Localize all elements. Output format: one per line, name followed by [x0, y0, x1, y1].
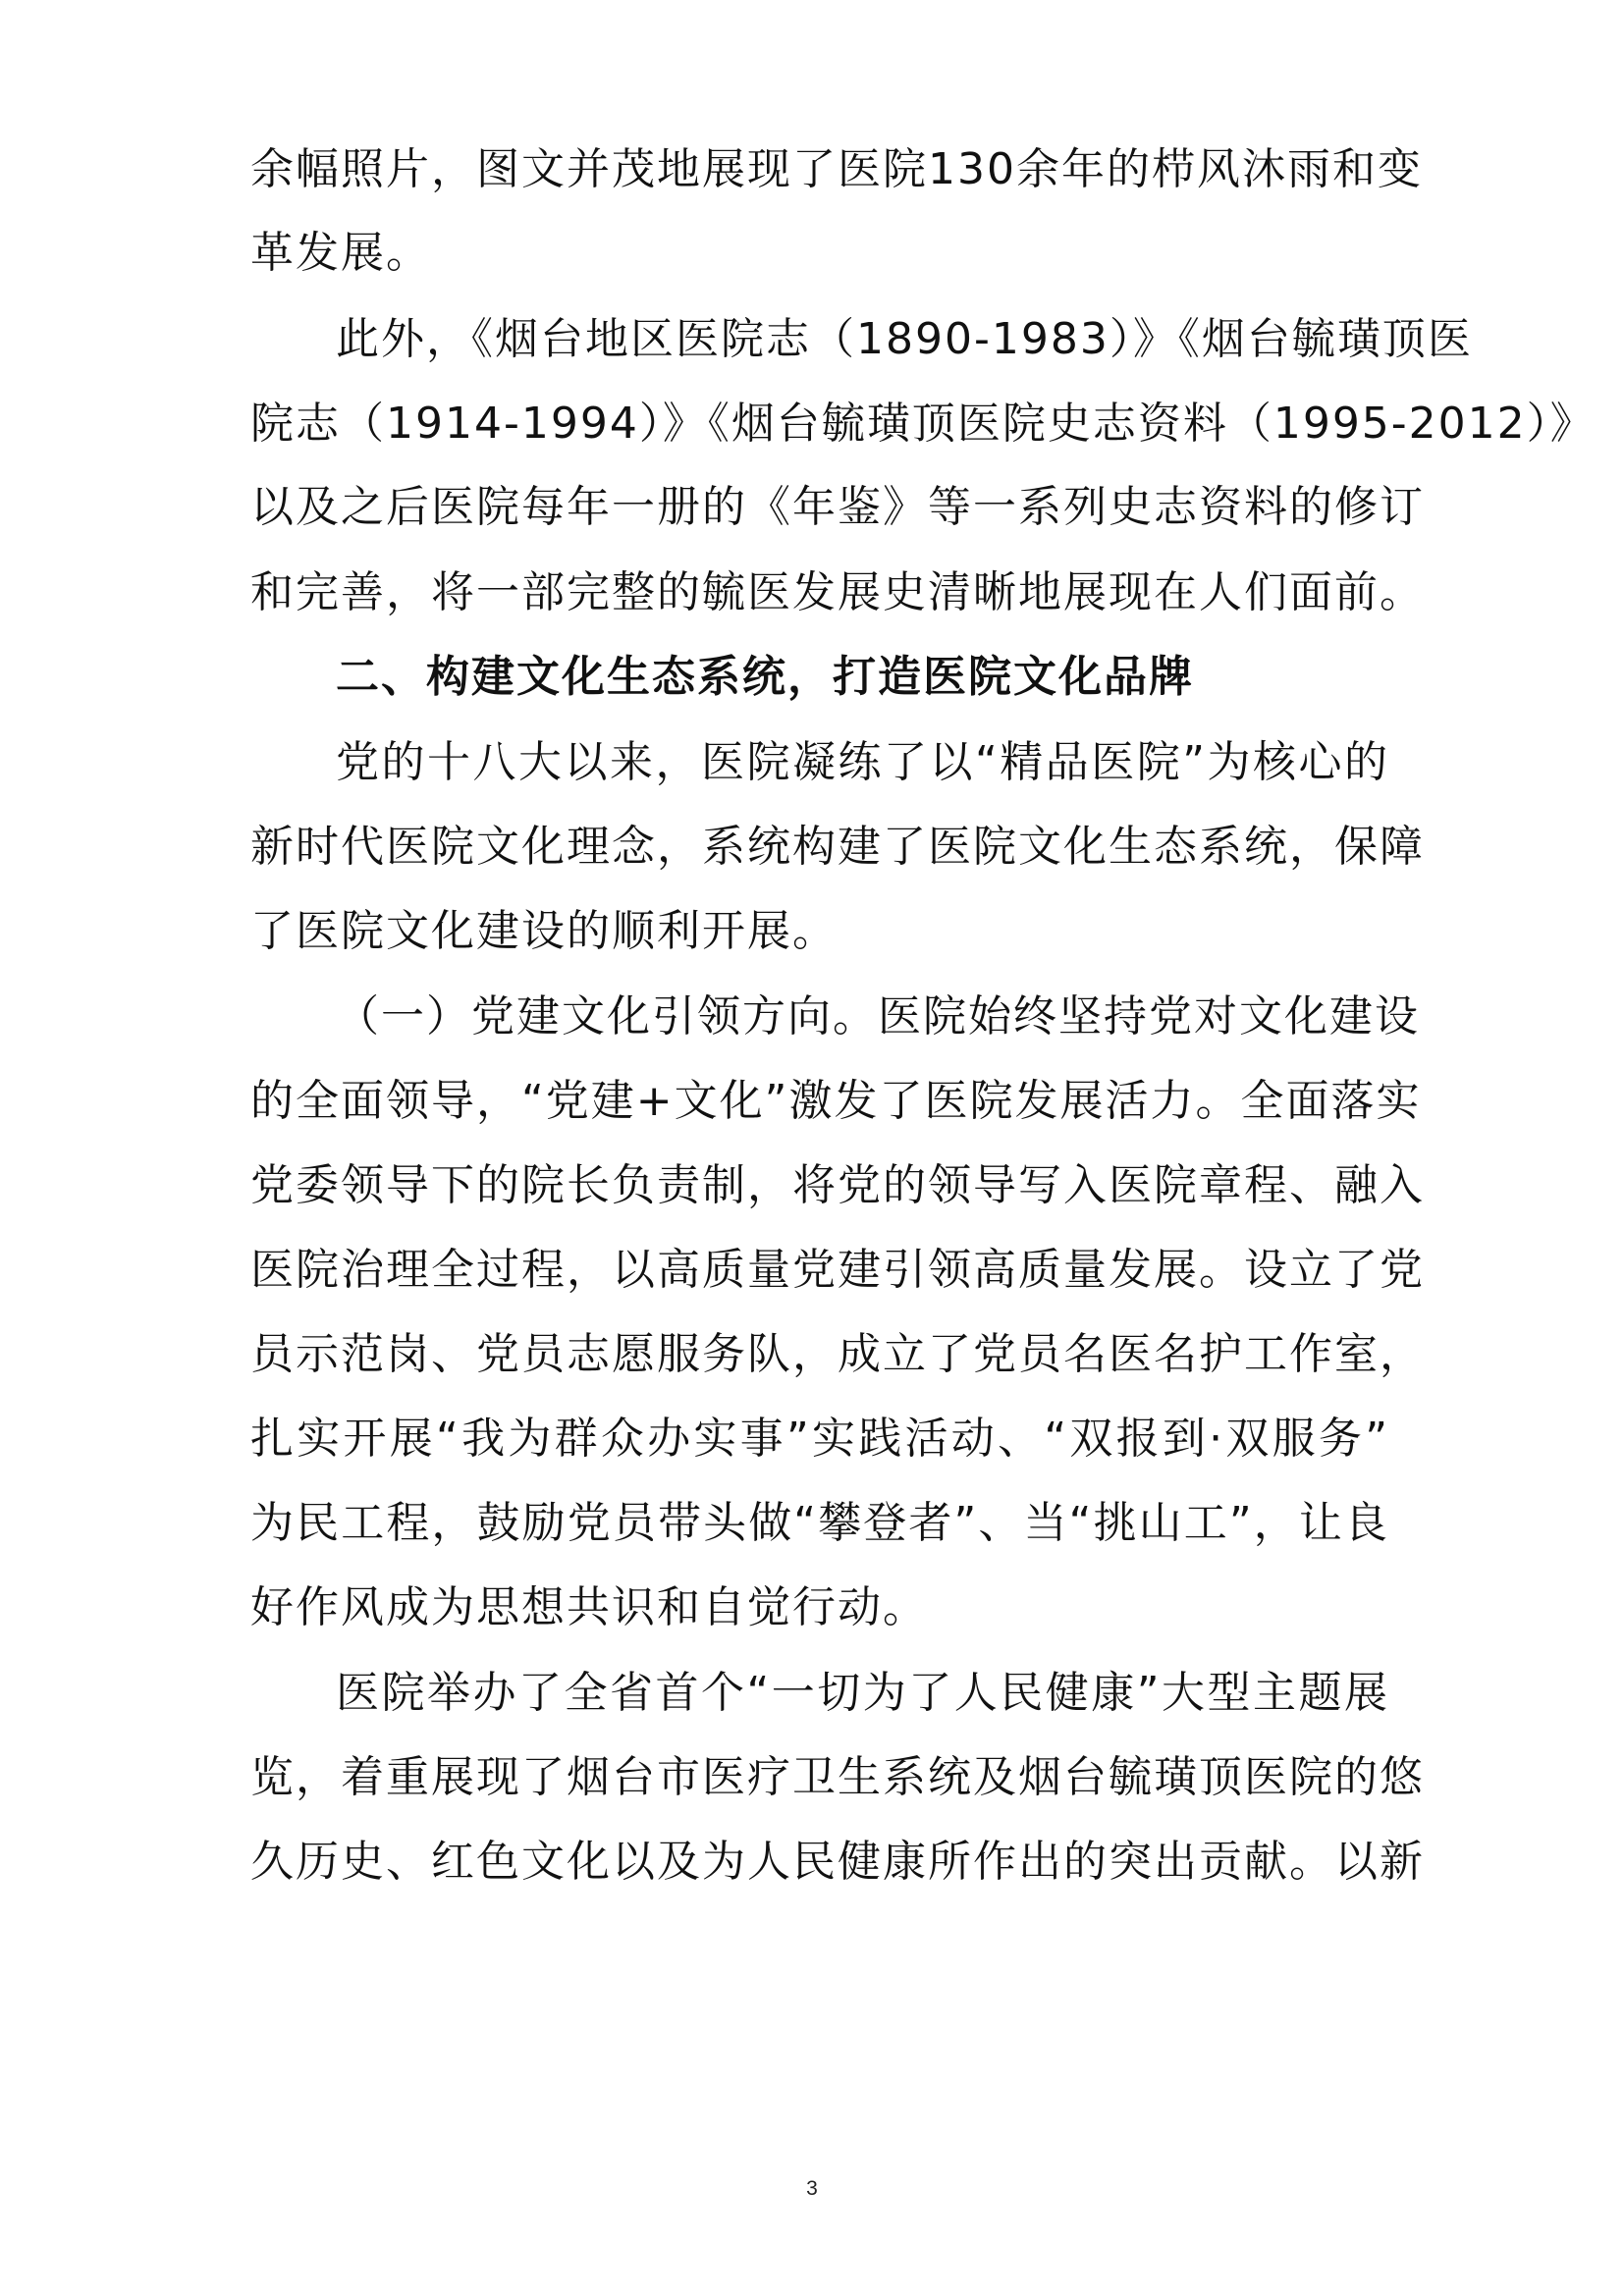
body-text-line: 党委领导下的院长负责制，将党的领导写入医院章程、融入 [250, 1160, 1425, 1210]
body-text-line: 此外，《烟台地区医院志（1890-1983）》《烟台毓璜顶医 [336, 314, 1473, 364]
body-text-line: 党的十八大以来，医院凝练了以“精品医院”为核心的 [336, 737, 1389, 787]
body-text-line: 员示范岗、党员志愿服务队，成立了党员名医名护工作室， [250, 1329, 1425, 1379]
body-text-line: 革发展。 [250, 228, 431, 278]
body-text-line: 扎实开展“我为群众办实事”实践活动、“双报到·双服务” [250, 1414, 1389, 1464]
section-heading: 二、构建文化生态系统，打造医院文化品牌 [336, 652, 1194, 702]
page-number: 3 [806, 2177, 818, 2200]
body-text-line: 览，着重展现了烟台市医疗卫生系统及烟台毓璜顶医院的悠 [250, 1752, 1425, 1802]
body-text-line: 和完善，将一部完整的毓医发展史清晰地展现在人们面前。 [250, 567, 1425, 617]
body-text-line: 好作风成为思想共识和自觉行动。 [250, 1582, 928, 1632]
body-text-line: 余幅照片，图文并茂地展现了医院130余年的栉风沐雨和变 [250, 144, 1423, 194]
body-text-line: （一）党建文化引领方向。医院始终坚持党对文化建设 [336, 991, 1420, 1041]
body-text-line: 为民工程，鼓励党员带头做“攀登者”、当“挑山工”，让良 [250, 1498, 1389, 1548]
body-text-line: 新时代医院文化理念，系统构建了医院文化生态系统，保障 [250, 822, 1425, 872]
body-text-line: 久历史、红色文化以及为人民健康所作出的突出贡献。以新 [250, 1837, 1425, 1887]
body-text-line: 院志（1914-1994）》《烟台毓璜顶医院史志资料（1995-2012）》 [250, 399, 1596, 449]
body-text-line: 的全面领导，“党建+文化”激发了医院发展活力。全面落实 [250, 1076, 1422, 1126]
body-text-line: 了医院文化建设的顺利开展。 [250, 906, 838, 956]
body-text-line: 医院治理全过程，以高质量党建引领高质量发展。设立了党 [250, 1245, 1425, 1295]
body-text-line: 以及之后医院每年一册的《年鉴》等一系列史志资料的修订 [250, 482, 1425, 532]
body-text-line: 医院举办了全省首个“一切为了人民健康”大型主题展 [336, 1668, 1389, 1718]
